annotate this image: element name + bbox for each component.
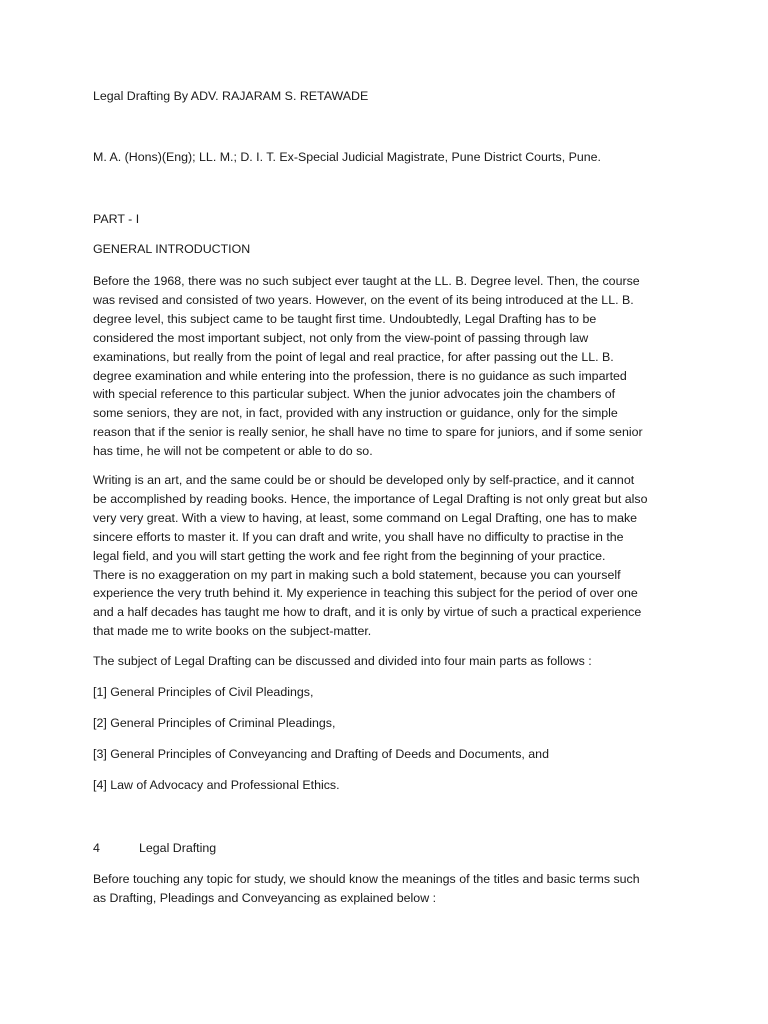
document-title-line: Legal Drafting By ADV. RAJARAM S. RETAWADE	[93, 89, 369, 103]
four-parts-intro-line: The subject of Legal Drafting can be discussed and divided into four main parts as follows :	[93, 654, 592, 668]
paragraph-line: was revised and consisted of two years. However, on the event of its being introduced at the LL. B.	[93, 292, 634, 307]
paragraph-line: sincere efforts to master it. If you can draft and write, you shall have no difficulty to practise in the	[93, 529, 624, 544]
paragraph-line: has time, he will not be competent or able to do so.	[93, 444, 373, 459]
paragraph-basic-terms	[93, 870, 683, 908]
paragraph-line: There is no exaggeration on my part in making such a bold statement, because you can yourself	[93, 567, 621, 582]
section-heading: GENERAL INTRODUCTION	[93, 242, 251, 256]
parts-list-item: [4] Law of Advocacy and Professional Ethics.	[93, 778, 340, 792]
paragraph-line: degree examination and while entering into the profession, there is no guidance as such imparted	[93, 368, 627, 383]
paragraph-line: examinations, but really from the point of legal and real practice, for after passing out the LL. B.	[93, 349, 614, 364]
author-credentials-line: M. A. (Hons)(Eng); LL. M.; D. I. T. Ex-Special Judicial Magistrate, Pune District Courts, Pune.	[93, 150, 601, 164]
paragraph-line: degree level, this subject came to be taught first time. Undoubtedly, Legal Drafting has to be	[93, 311, 597, 326]
paragraph-line: Before the 1968, there was no such subject ever taught at the LL. B. Degree level. Then, the course	[93, 274, 640, 288]
paragraph-line: that made me to write books on the subject-matter.	[93, 624, 372, 639]
paragraph-writing-is-an-art	[93, 471, 683, 641]
paragraph-line: some seniors, they are not, in fact, provided with any instruction or guidance, only for the simple	[93, 406, 618, 421]
parts-list-item: [2] General Principles of Criminal Pleadings,	[93, 716, 336, 730]
paragraph-line: considered the most important subject, not only from the view-point of passing through law	[93, 330, 589, 345]
paragraph-line: Writing is an art, and the same could be or should be developed only by self-practice, and it cannot	[93, 473, 635, 487]
parts-list-item: [3] General Principles of Conveyancing and Drafting of Deeds and Documents, and	[93, 747, 549, 761]
paragraph-line: as Drafting, Pleadings and Conveyancing as explained below :	[93, 890, 437, 905]
paragraph-line: be accomplished by reading books. Hence, the importance of Legal Drafting is not only great but also	[93, 491, 648, 506]
paragraph-line: very very great. With a view to having, at least, some command on Legal Drafting, one has to make	[93, 510, 638, 525]
page-number: 4	[93, 841, 100, 855]
paragraph-line: Before touching any topic for study, we should know the meanings of the titles and basic terms such	[93, 872, 640, 886]
paragraph-line: legal field, and you will start getting the work and fee right from the beginning of your practice.	[93, 548, 606, 563]
paragraph-line: experience the very truth behind it. My experience in teaching this subject for the period of over one	[93, 586, 638, 601]
running-title: Legal Drafting	[139, 841, 217, 855]
paragraph-line: with special reference to this particular subject. When the junior advocates join the chambers of	[93, 387, 616, 402]
paragraph-general-introduction	[93, 272, 683, 461]
part-label: PART - I	[93, 212, 140, 226]
parts-list-item: [1] General Principles of Civil Pleadings,	[93, 685, 314, 699]
paragraph-line: and a half decades has taught me how to draft, and it is only by virtue of such a practical experience	[93, 605, 642, 620]
paragraph-line: reason that if the senior is really senior, he shall have no time to spare for juniors, and if some senior	[93, 425, 643, 440]
